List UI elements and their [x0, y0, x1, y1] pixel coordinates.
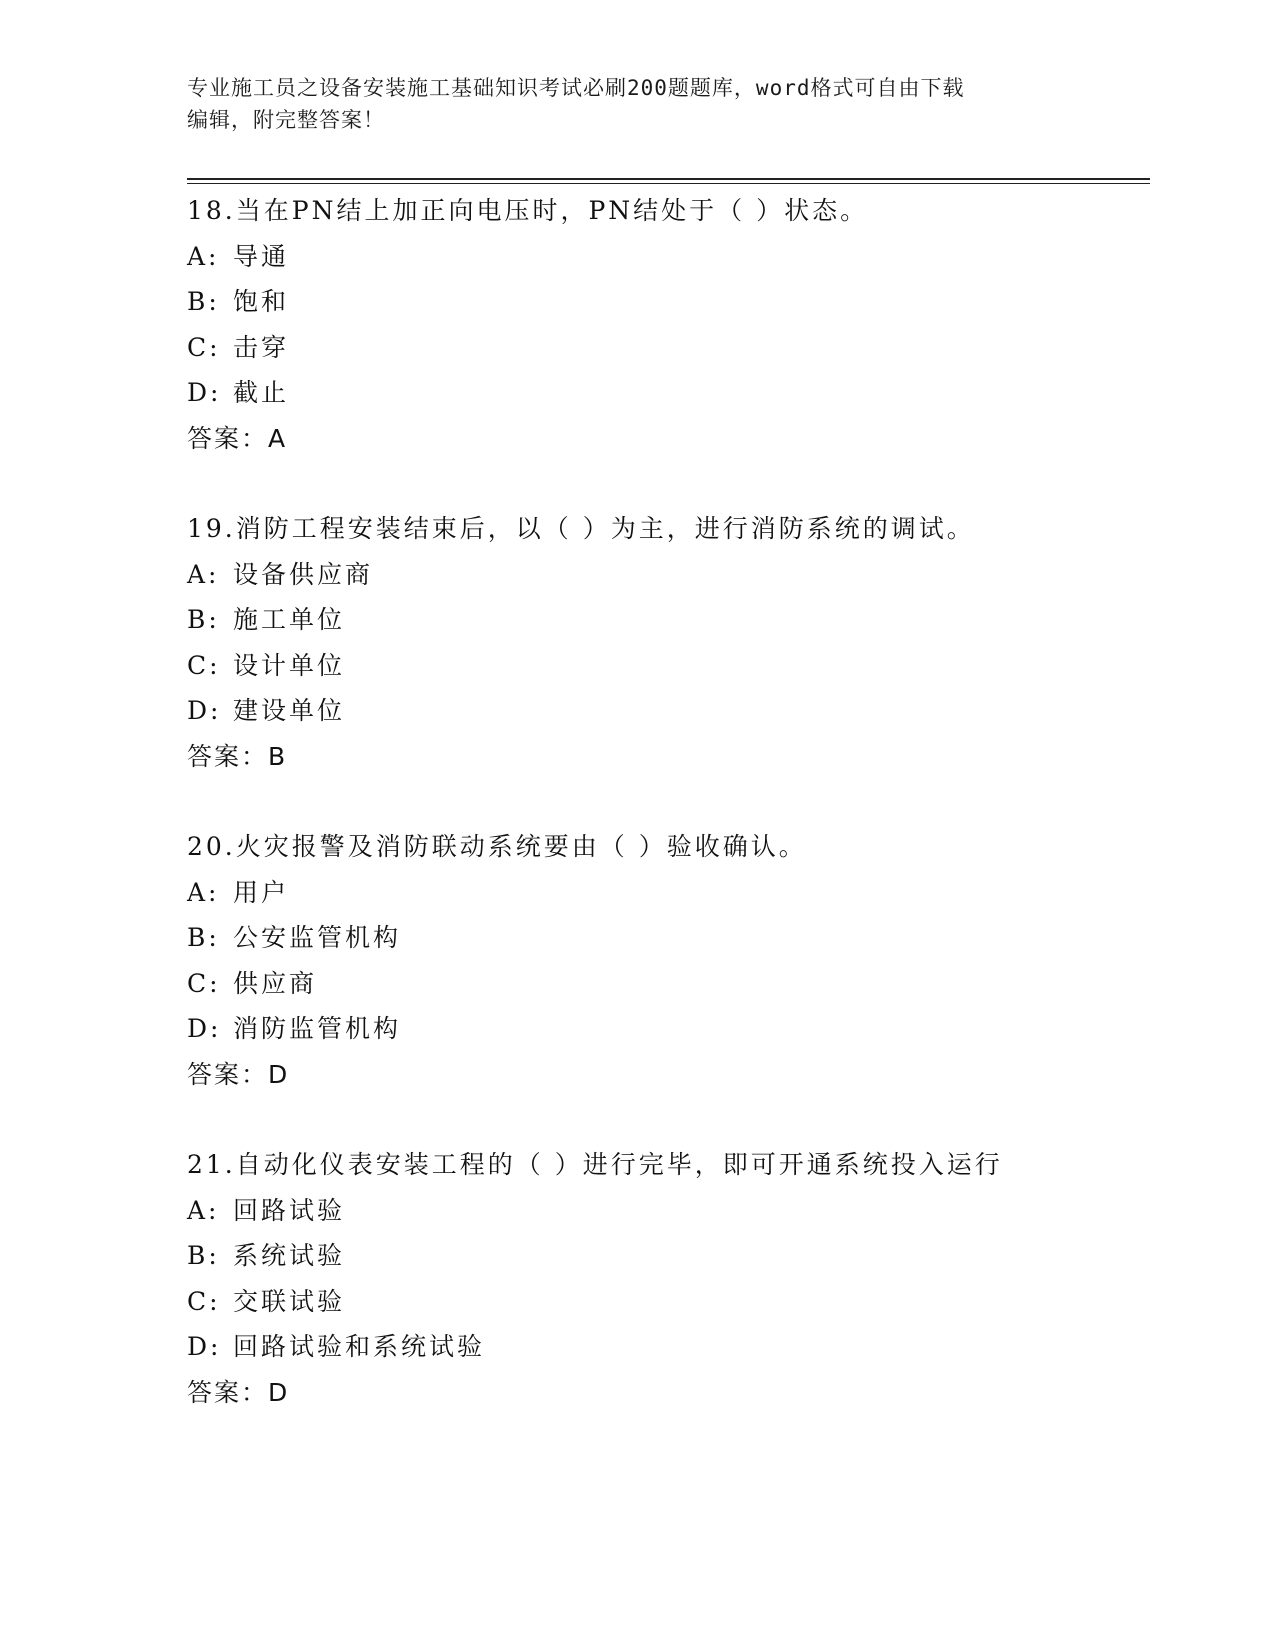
option-d — [187, 1006, 1147, 1052]
option-c — [187, 643, 1147, 689]
question-21 — [187, 1142, 1147, 1460]
option-letter: A: — [187, 241, 220, 271]
option-text: 消防监管机构 — [233, 1014, 402, 1043]
option-letter: B: — [187, 287, 220, 316]
answer: 答案：D — [187, 1377, 290, 1407]
option-letter: D: — [187, 1332, 222, 1361]
option-text: 饱和 — [233, 287, 290, 316]
question-20 — [187, 824, 1147, 1142]
option-letter: A: — [187, 877, 220, 907]
option-text: 交联试验 — [233, 1286, 346, 1316]
option-letter: A: — [187, 559, 220, 589]
header-line-2: 编辑，附完整答案！ — [187, 108, 385, 132]
question-stem: 20.火灾报警及消防联动系统要由（ ）验收确认。 — [187, 832, 807, 861]
question-stem: 18.当在PN结上加正向电压时，PN结处于（ ）状态。 — [187, 196, 869, 225]
option-text: 用户 — [233, 877, 290, 907]
option-a — [187, 870, 1147, 916]
option-c — [187, 961, 1147, 1007]
option-text: 回路试验和系统试验 — [233, 1332, 486, 1361]
header-divider-thick — [187, 178, 1150, 180]
option-d — [187, 370, 1147, 416]
question-stem: 19.消防工程安装结束后，以（ ）为主，进行消防系统的调试。 — [187, 514, 975, 543]
question-stem: 21.自动化仪表安装工程的（ ）进行完毕，即可开通系统投入运行 — [187, 1150, 1003, 1179]
option-text: 截止 — [233, 378, 290, 407]
header-line-1: 专业施工员之设备安装施工基础知识考试必刷200题题库，word格式可自由下载 — [187, 76, 965, 100]
option-a — [187, 1188, 1147, 1234]
option-letter: C: — [187, 968, 221, 998]
option-letter: C: — [187, 1286, 221, 1316]
option-letter: B: — [187, 1241, 220, 1270]
option-text: 施工单位 — [233, 605, 346, 634]
option-a — [187, 234, 1147, 280]
option-d — [187, 688, 1147, 734]
answer: 答案：A — [187, 423, 288, 453]
option-text: 供应商 — [233, 968, 318, 998]
header-divider-thin — [187, 183, 1150, 184]
option-b — [187, 279, 1147, 325]
option-b — [187, 1233, 1147, 1279]
option-letter: C: — [187, 332, 221, 362]
question-18 — [187, 188, 1147, 506]
option-letter: D: — [187, 378, 222, 407]
option-a — [187, 552, 1147, 598]
option-letter: C: — [187, 650, 221, 680]
option-d — [187, 1324, 1147, 1370]
answer: 答案：B — [187, 741, 288, 771]
answer: 答案：D — [187, 1059, 290, 1089]
option-text: 设备供应商 — [233, 559, 374, 589]
option-text: 击穿 — [233, 332, 290, 362]
option-b — [187, 915, 1147, 961]
option-text: 系统试验 — [233, 1241, 346, 1270]
option-c — [187, 325, 1147, 371]
question-19 — [187, 506, 1147, 824]
option-text: 回路试验 — [233, 1195, 346, 1225]
option-b — [187, 597, 1147, 643]
option-letter: D: — [187, 1014, 222, 1043]
option-letter: B: — [187, 923, 220, 952]
option-letter: D: — [187, 696, 222, 725]
option-letter: B: — [187, 605, 220, 634]
option-text: 公安监管机构 — [233, 923, 402, 952]
option-text: 建设单位 — [233, 696, 346, 725]
option-text: 导通 — [233, 241, 290, 271]
option-c — [187, 1279, 1147, 1325]
option-letter: A: — [187, 1195, 220, 1225]
question-list — [187, 188, 1147, 1460]
option-text: 设计单位 — [233, 650, 346, 680]
document-header — [187, 72, 1067, 136]
